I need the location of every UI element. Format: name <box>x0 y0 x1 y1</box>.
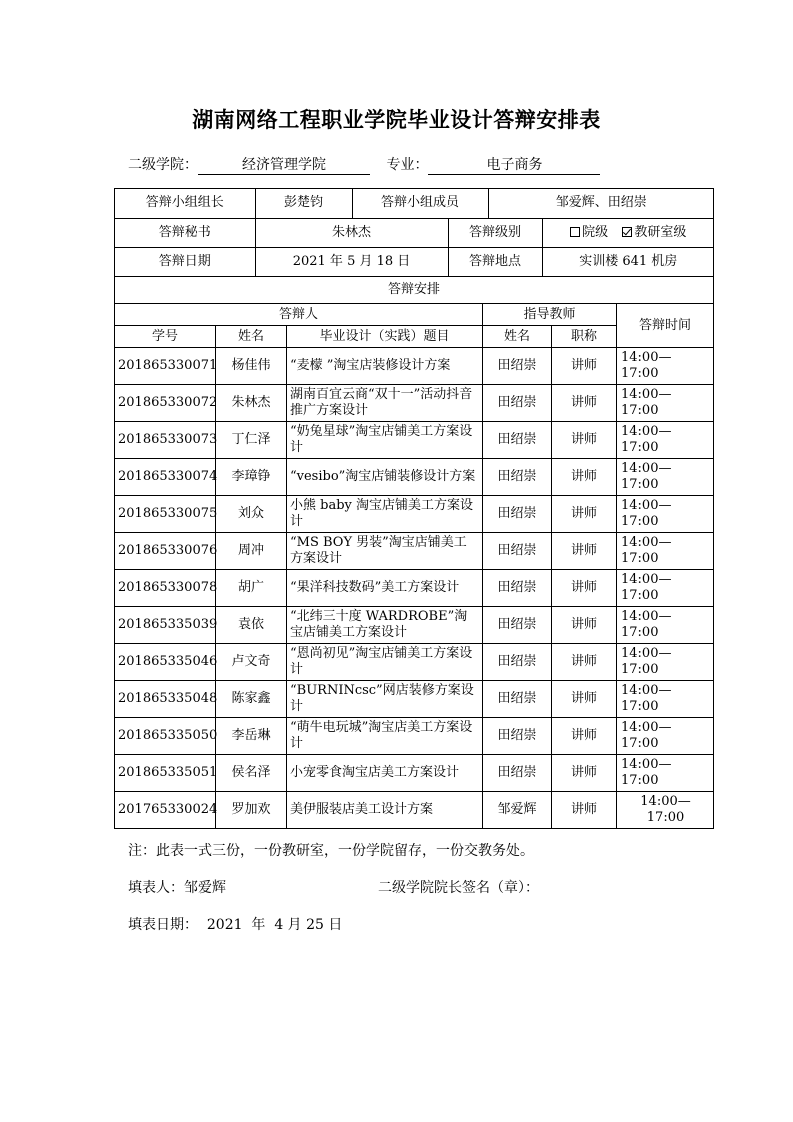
teacher-name: 田绍崇 <box>483 348 552 385</box>
teacher-name: 田绍崇 <box>483 385 552 422</box>
topic: 小熊 baby 淘宝店铺美工方案设计 <box>287 496 483 533</box>
teacher-title: 讲师 <box>552 385 617 422</box>
header-time: 答辩时间 <box>617 304 714 348</box>
student-id: 201865330074 <box>115 459 216 496</box>
time-end: 17:00 <box>621 440 659 455</box>
teacher-title: 讲师 <box>552 422 617 459</box>
fill-date: 填表日期： 2021 年 4 月 25 日 <box>128 917 343 933</box>
table-row <box>115 718 714 755</box>
student-id: 201865330073 <box>115 422 216 459</box>
table-row <box>115 792 714 829</box>
teacher-name: 田绍崇 <box>483 718 552 755</box>
teacher-name: 邹爱辉 <box>483 792 552 829</box>
topic: “恩尚初见”淘宝店铺美工方案设计 <box>287 644 483 681</box>
time-start: 14:00— <box>621 424 672 439</box>
table-row <box>115 533 714 570</box>
time-start: 14:00— <box>621 609 672 624</box>
teacher-name: 田绍崇 <box>483 459 552 496</box>
table-row <box>115 607 714 644</box>
table-row <box>115 644 714 681</box>
teacher-title: 讲师 <box>552 533 617 570</box>
time-start: 14:00— <box>621 720 672 735</box>
time-end: 17:00 <box>621 366 659 381</box>
defense-time <box>617 533 714 570</box>
topic: “萌牛电玩城”淘宝店美工方案设计 <box>287 718 483 755</box>
time-start: 14:00— <box>640 794 691 809</box>
date-value: 2021 年 5 月 18 日 <box>255 247 448 276</box>
time-start: 14:00— <box>621 535 672 550</box>
teacher-title: 讲师 <box>552 570 617 607</box>
table-row <box>115 459 714 496</box>
defense-time <box>617 755 714 792</box>
members-label: 答辩小组成员 <box>352 189 488 218</box>
time-start: 14:00— <box>621 646 672 661</box>
defense-time <box>617 570 714 607</box>
defense-time <box>617 792 714 829</box>
section-title: 答辩安排 <box>115 277 714 304</box>
topic: “北纬三十度 WARDROBE”淘宝店铺美工方案设计 <box>287 607 483 644</box>
student-name: 卢文奇 <box>216 644 287 681</box>
teacher-title: 讲师 <box>552 681 617 718</box>
student-name: 侯名泽 <box>216 755 287 792</box>
topic: 湖南百宜云商“双十一”活动抖音推广方案设计 <box>287 385 483 422</box>
table-row <box>115 570 714 607</box>
student-id: 201865335051 <box>115 755 216 792</box>
header-topic: 毕业设计（实践）题目 <box>287 326 483 348</box>
student-id: 201865330076 <box>115 533 216 570</box>
teacher-name: 田绍崇 <box>483 496 552 533</box>
time-start: 14:00— <box>621 757 672 772</box>
info-table <box>115 189 714 276</box>
dean-signature: 二级学院院长签名（章）： <box>378 880 539 896</box>
header-id: 学号 <box>115 326 216 348</box>
student-name: 罗加欢 <box>216 792 287 829</box>
student-name: 丁仁泽 <box>216 422 287 459</box>
teacher-name: 田绍崇 <box>483 644 552 681</box>
leader-value: 彭楚钧 <box>255 189 352 218</box>
time-end: 17:00 <box>621 699 659 714</box>
defense-time <box>617 644 714 681</box>
defense-time <box>617 681 714 718</box>
topic: “vesibo”淘宝店铺装修设计方案 <box>287 459 483 496</box>
dept-label: 二级学院： <box>128 157 198 173</box>
table-row <box>115 422 714 459</box>
leader-label: 答辩小组组长 <box>115 189 255 218</box>
defense-time <box>617 607 714 644</box>
defense-time <box>617 459 714 496</box>
place-label: 答辩地点 <box>448 247 542 276</box>
level-option-college: 院级 <box>582 224 609 240</box>
header-teacher-title: 职称 <box>552 326 617 348</box>
table-row <box>115 496 714 533</box>
topic: “奶兔星球”淘宝店铺美工方案设计 <box>287 422 483 459</box>
time-end: 17:00 <box>621 403 659 418</box>
topic: “果洋科技数码”美工方案设计 <box>287 570 483 607</box>
note: 注：此表一式三份，一份教研室，一份学院留存，一份交教务处。 <box>128 843 534 859</box>
teacher-title: 讲师 <box>552 644 617 681</box>
dept-value: 经济管理学院 <box>198 157 370 175</box>
teacher-name: 田绍崇 <box>483 422 552 459</box>
student-name: 李岳琳 <box>216 718 287 755</box>
time-start: 14:00— <box>621 572 672 587</box>
major-value: 电子商务 <box>428 157 600 175</box>
defense-time <box>617 718 714 755</box>
student-id: 201865335050 <box>115 718 216 755</box>
teacher-title: 讲师 <box>552 459 617 496</box>
teacher-name: 田绍崇 <box>483 681 552 718</box>
student-id: 201865335048 <box>115 681 216 718</box>
table-row <box>115 681 714 718</box>
defense-time <box>617 348 714 385</box>
time-end: 17:00 <box>621 625 659 640</box>
topic: “BURNINcsc”网店装修方案设计 <box>287 681 483 718</box>
student-name: 杨佳伟 <box>216 348 287 385</box>
header-teacher-name: 姓名 <box>483 326 552 348</box>
level-options <box>542 218 714 247</box>
student-name: 周冲 <box>216 533 287 570</box>
time-start: 14:00— <box>621 350 672 365</box>
defense-table <box>114 188 714 829</box>
table-row <box>115 755 714 792</box>
header-teacher: 指导教师 <box>483 304 617 326</box>
student-name: 陈家鑫 <box>216 681 287 718</box>
major-label: 专业： <box>386 157 429 173</box>
teacher-name: 田绍崇 <box>483 607 552 644</box>
student-id: 201765330024 <box>115 792 216 829</box>
checkbox-checked-icon <box>622 227 632 237</box>
level-label: 答辩级别 <box>448 218 542 247</box>
student-id: 201865335046 <box>115 644 216 681</box>
teacher-title: 讲师 <box>552 792 617 829</box>
date-label: 答辩日期 <box>115 247 255 276</box>
time-end: 17:00 <box>621 588 659 603</box>
teacher-title: 讲师 <box>552 718 617 755</box>
student-id: 201865330072 <box>115 385 216 422</box>
teacher-name: 田绍崇 <box>483 570 552 607</box>
table-row <box>115 385 714 422</box>
table-row <box>115 348 714 385</box>
student-id: 201865330078 <box>115 570 216 607</box>
document-title: 湖南网络工程职业学院毕业设计答辩安排表 <box>192 108 601 132</box>
student-id: 201865330075 <box>115 496 216 533</box>
secretary-value: 朱林杰 <box>255 218 448 247</box>
student-name: 袁依 <box>216 607 287 644</box>
time-end: 17:00 <box>621 736 659 751</box>
teacher-title: 讲师 <box>552 755 617 792</box>
defense-time <box>617 385 714 422</box>
department-line <box>128 154 600 175</box>
student-name: 朱林杰 <box>216 385 287 422</box>
time-end: 17:00 <box>621 773 659 788</box>
place-value: 实训楼 641 机房 <box>542 247 714 276</box>
members-value: 邹爱辉、田绍崇 <box>488 189 714 218</box>
student-id: 201865330071 <box>115 348 216 385</box>
topic: “麦檬 ”淘宝店装修设计方案 <box>287 348 483 385</box>
student-id: 201865335039 <box>115 607 216 644</box>
filler: 填表人：邹爱辉 <box>128 880 226 896</box>
time-end: 17:00 <box>621 514 659 529</box>
teacher-title: 讲师 <box>552 348 617 385</box>
topic: 美伊服装店美工设计方案 <box>287 792 483 829</box>
student-name: 李璋铮 <box>216 459 287 496</box>
teacher-name: 田绍崇 <box>483 533 552 570</box>
secretary-label: 答辩秘书 <box>115 218 255 247</box>
topic: “MS BOY 男装”淘宝店铺美工方案设计 <box>287 533 483 570</box>
time-start: 14:00— <box>621 387 672 402</box>
time-end: 17:00 <box>621 477 659 492</box>
time-end: 17:00 <box>621 551 659 566</box>
defense-time <box>617 422 714 459</box>
time-start: 14:00— <box>621 683 672 698</box>
time-end: 17:00 <box>646 810 685 825</box>
header-student: 答辩人 <box>115 304 483 326</box>
student-name: 胡广 <box>216 570 287 607</box>
teacher-title: 讲师 <box>552 496 617 533</box>
level-option-office: 教研室级 <box>634 224 687 240</box>
defense-time <box>617 496 714 533</box>
time-end: 17:00 <box>621 662 659 677</box>
time-start: 14:00— <box>621 461 672 476</box>
teacher-name: 田绍崇 <box>483 755 552 792</box>
time-start: 14:00— <box>621 498 672 513</box>
student-name: 刘众 <box>216 496 287 533</box>
checkbox-unchecked-icon <box>570 227 580 237</box>
teacher-title: 讲师 <box>552 607 617 644</box>
header-name: 姓名 <box>216 326 287 348</box>
topic: 小宠零食淘宝店美工方案设计 <box>287 755 483 792</box>
